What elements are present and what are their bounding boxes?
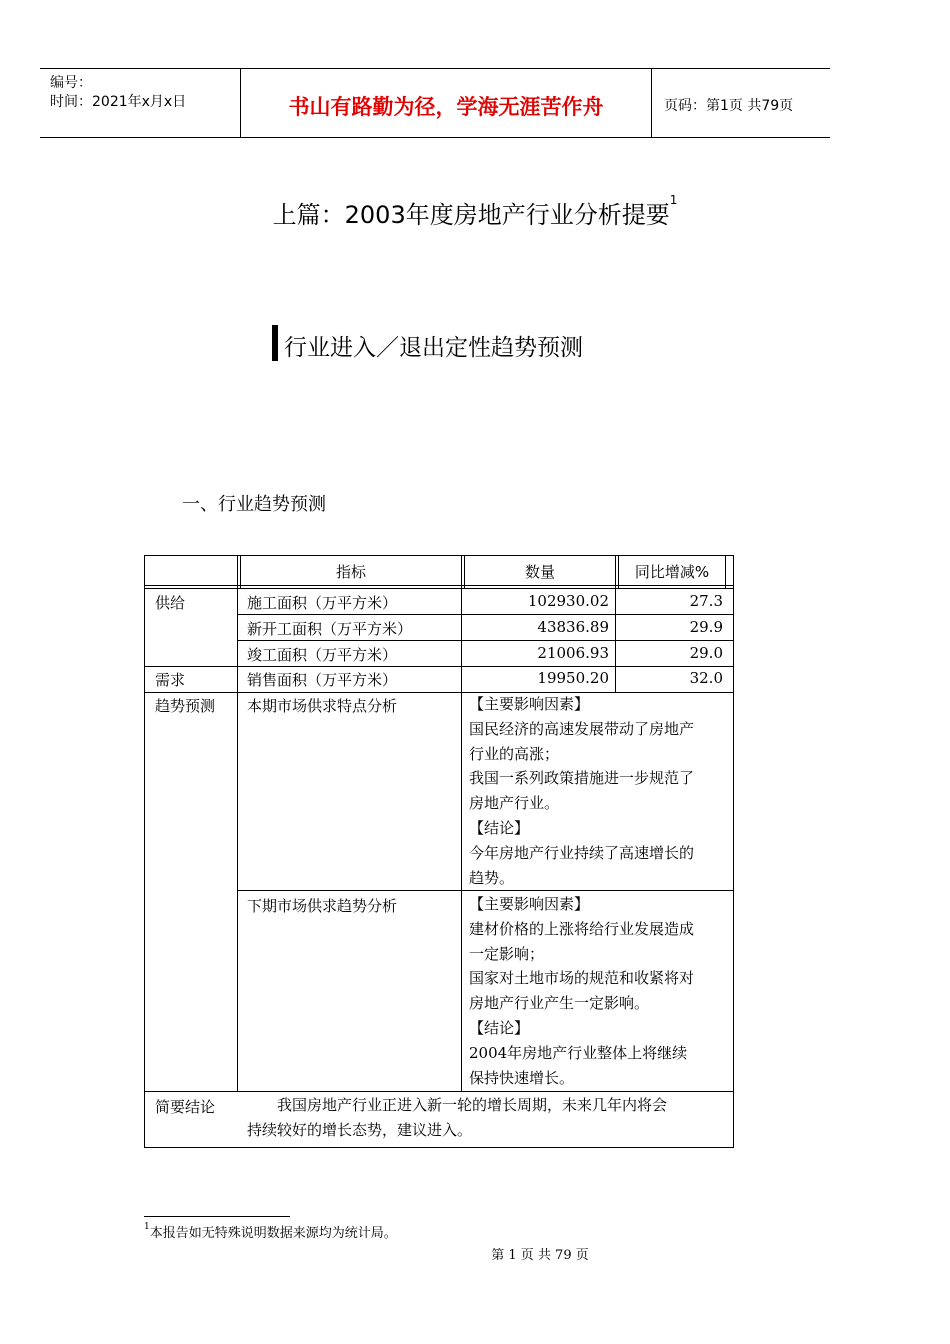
header-left-cell — [40, 69, 241, 137]
conclusion-label: 简要结论 — [155, 1098, 216, 1116]
row-indicator: 竣工面积（万平方米） — [247, 646, 398, 664]
header-motto: 书山有路勤为径，学海无涯苦作舟 — [288, 95, 604, 119]
analysis-line: 国民经济的高速发展带动了房地产 — [469, 719, 695, 738]
analysis-line: 2004年房地产行业整体上将继续 — [469, 1043, 688, 1062]
analysis-line: 趋势。 — [469, 868, 515, 887]
analysis-line: 行业的高涨； — [469, 744, 560, 763]
document-title — [0, 195, 950, 230]
analysis-line: 国家对土地市场的规范和收紧将对 — [469, 969, 695, 988]
next-period-analysis — [469, 892, 731, 1090]
conclusion-line: 我国房地产行业正进入新一轮的增长周期，未来几年内将会 — [277, 1096, 668, 1114]
document-number: 编号： — [50, 75, 92, 91]
current-period-label: 本期市场供求特点分析 — [247, 697, 398, 715]
row-change: 27.3 — [689, 592, 723, 610]
footnote-mark: 1 — [144, 1222, 150, 1232]
analysis-line: 房地产行业。 — [469, 794, 560, 813]
row-value: 19950.20 — [537, 669, 609, 687]
analysis-line: 房地产行业产生一定影响。 — [469, 994, 650, 1013]
analysis-line: 【结论】 — [469, 1018, 530, 1037]
document-subtitle — [272, 325, 583, 362]
row-indicator: 施工面积（万平方米） — [247, 594, 398, 612]
analysis-line: 建材价格的上涨将给行业发展造成 — [469, 919, 695, 938]
row-value: 102930.02 — [527, 592, 609, 610]
row-change: 32.0 — [689, 669, 723, 687]
header-page-number: 页码：第1页 共79页 — [664, 98, 794, 114]
row-indicator: 新开工面积（万平方米） — [247, 620, 413, 638]
title-text: 上篇：2003年度房地产行业分析提要 — [272, 201, 670, 229]
analysis-line: 【主要影响因素】 — [469, 695, 590, 713]
next-period-label: 下期市场供求趋势分析 — [247, 897, 398, 915]
footnote — [144, 1222, 397, 1241]
page-footer: 第 1 页 共 79 页 — [491, 1248, 589, 1263]
analysis-line: 【结论】 — [469, 818, 530, 837]
conclusion-line: 持续较好的增长态势，建议进入。 — [247, 1120, 473, 1139]
row-change: 29.9 — [689, 618, 723, 636]
row-value: 43836.89 — [537, 618, 609, 636]
row-change: 29.0 — [689, 644, 723, 662]
current-period-analysis — [469, 692, 731, 890]
subtitle-bar — [272, 325, 278, 361]
page-header — [40, 68, 830, 138]
trend-table — [144, 555, 734, 1148]
header-quantity: 数量 — [524, 563, 555, 581]
analysis-line: 一定影响； — [469, 944, 545, 963]
conclusion-text — [247, 1093, 727, 1143]
analysis-line: 保持快速增长。 — [469, 1068, 575, 1087]
analysis-line: 【主要影响因素】 — [469, 895, 590, 913]
header-yoy-change: 同比增减% — [634, 563, 710, 581]
title-footnote-mark: 1 — [669, 193, 678, 207]
footnote-text: 本报告如无特殊说明数据来源均为统计局。 — [149, 1226, 397, 1241]
row-value: 21006.93 — [537, 644, 609, 662]
document-time: 时间：2021年x月x日 — [50, 94, 187, 110]
header-page-cell — [652, 69, 830, 137]
analysis-line: 我国一系列政策措施进一步规范了 — [469, 769, 695, 788]
section-heading: 一、行业趋势预测 — [182, 494, 326, 515]
row-indicator: 销售面积（万平方米） — [247, 671, 398, 689]
demand-label: 需求 — [155, 671, 186, 689]
subtitle-text: 行业进入／退出定性趋势预测 — [284, 335, 583, 361]
trend-label: 趋势预测 — [155, 697, 216, 715]
header-indicator: 指标 — [335, 563, 366, 581]
analysis-line: 今年房地产行业持续了高速增长的 — [469, 843, 695, 862]
supply-label: 供给 — [155, 594, 186, 612]
footnote-separator — [144, 1216, 290, 1217]
header-motto-cell — [241, 69, 652, 137]
